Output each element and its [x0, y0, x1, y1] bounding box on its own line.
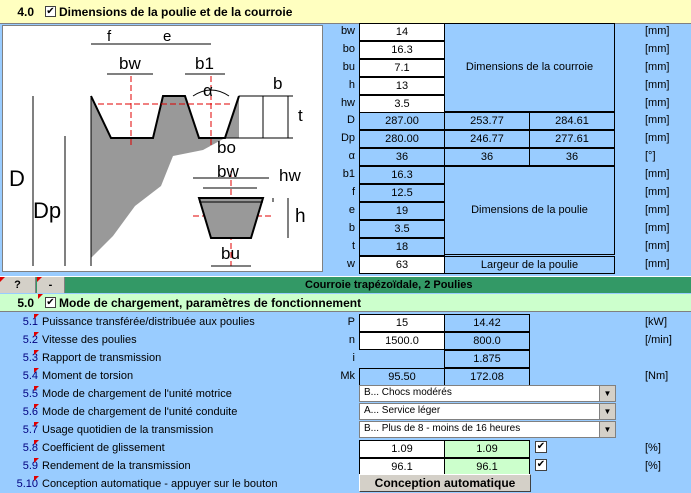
param-label: h — [348, 79, 355, 91]
row-number: 5.6 — [22, 406, 38, 418]
help-button[interactable] — [0, 277, 36, 293]
pulley3-value: 36 — [529, 148, 615, 166]
param-value[interactable]: 7.1 — [359, 59, 445, 77]
param-value[interactable]: 14 — [359, 23, 445, 41]
param-value: 16.3 — [359, 166, 445, 184]
pulley3-value: 277.61 — [529, 130, 615, 148]
auto-design-button[interactable] — [359, 474, 531, 492]
comment-marker — [34, 422, 39, 427]
section-number: 5.0 — [17, 296, 34, 310]
pulley2-value: 36 — [444, 148, 530, 166]
section-number: 4.0 — [17, 5, 34, 19]
param-value[interactable]: 13 — [359, 77, 445, 95]
collapse-label: - — [48, 279, 53, 291]
comment-marker — [34, 386, 39, 391]
select-value: B... Chocs modérés — [364, 387, 452, 398]
dim-h: h — [295, 206, 306, 227]
param-unit: [mm] — [645, 25, 670, 37]
row-number: 5.9 — [22, 460, 38, 472]
comment-marker — [34, 440, 39, 445]
param-value: 3.5 — [359, 220, 445, 238]
dim-alpha: α — [203, 81, 213, 100]
param-unit: [mm] — [645, 240, 670, 252]
dim-b: b — [273, 74, 283, 93]
row-label: Moment de torsion — [42, 370, 134, 382]
dim-bo: bo — [217, 138, 236, 157]
row-number: 5.8 — [22, 442, 38, 454]
row-number: 5.2 — [22, 334, 38, 346]
pulley1-value: 280.00 — [359, 130, 445, 148]
comment-marker — [34, 404, 39, 409]
row-number: 5.3 — [22, 352, 38, 364]
row-symbol: P — [347, 316, 355, 328]
param-label: hw — [340, 97, 355, 109]
load-mode-driven-select[interactable] — [359, 403, 616, 420]
pulley2-value: 246.77 — [444, 130, 530, 148]
width-caption: Largeur de la poulie — [480, 259, 579, 271]
row-value-1[interactable]: 1.09 — [359, 440, 445, 458]
param-label: D — [347, 114, 355, 126]
chevron-down-icon[interactable]: ▼ — [599, 404, 615, 419]
dim-Dp: Dp — [33, 198, 62, 223]
param-unit: [°] — [645, 150, 656, 162]
row-unit: [%] — [645, 460, 661, 472]
belt-caption: Dimensions de la courroie — [465, 61, 594, 73]
dim-b1: b1 — [195, 54, 214, 73]
row-number: 5.5 — [22, 388, 38, 400]
param-value[interactable]: 63 — [359, 256, 445, 274]
dim-bw: bw — [119, 54, 141, 73]
row-unit: [%] — [645, 442, 661, 454]
row-number: 5.4 — [22, 370, 38, 382]
comment-marker — [38, 294, 43, 299]
row-value-2: 1.09 — [444, 440, 530, 458]
section-5-checkbox[interactable]: ✔ — [46, 297, 55, 308]
row-label: Conception automatique - appuyer sur le bouton — [42, 478, 278, 490]
comment-marker — [34, 368, 39, 373]
row-unit: [kW] — [645, 316, 667, 328]
param-label: bw — [340, 25, 355, 37]
param-label: b — [348, 222, 355, 234]
row-unit: [/min] — [645, 334, 672, 346]
pulley1-value: 287.00 — [359, 112, 445, 130]
param-unit: [mm] — [645, 132, 670, 144]
param-unit: [mm] — [645, 222, 670, 234]
select-value: B... Plus de 8 - moins de 16 heures — [364, 423, 521, 434]
section-title: Mode de chargement, paramètres de fonctionnement — [59, 296, 362, 310]
row-label: Rapport de transmission — [42, 352, 162, 364]
efficiency-checkbox[interactable]: ✔ — [536, 459, 546, 470]
row-symbol: Mk — [340, 370, 355, 382]
pulley2-value: 253.77 — [444, 112, 530, 130]
param-value: 19 — [359, 202, 445, 220]
row-label: Mode de chargement de l'unité motrice — [42, 388, 232, 400]
param-unit: [mm] — [645, 43, 670, 55]
row-value-2: 800.0 — [444, 332, 530, 350]
section-title: Dimensions de la poulie et de la courroie — [59, 5, 293, 19]
comment-marker — [34, 458, 39, 463]
row-symbol: i — [352, 352, 355, 364]
comment-marker — [34, 332, 39, 337]
width-caption-cell — [444, 256, 615, 274]
help-label: ? — [14, 279, 21, 291]
pulley-diagram — [2, 25, 323, 272]
comment-marker — [37, 277, 42, 282]
chevron-down-icon[interactable]: ▼ — [599, 386, 615, 401]
param-label: w — [347, 258, 355, 270]
auto-design-label: Conception automatique — [374, 476, 516, 490]
param-unit: [mm] — [645, 79, 670, 91]
chevron-down-icon[interactable]: ▼ — [599, 422, 615, 437]
param-label: α — [348, 150, 355, 162]
param-label: b1 — [342, 168, 355, 180]
row-label: Puissance transférée/distribuée aux poulies — [42, 316, 255, 328]
dim-f: f — [107, 28, 112, 45]
row-value-1[interactable]: 1500.0 — [359, 332, 445, 350]
dim-e: e — [163, 28, 172, 45]
load-mode-driver-select[interactable] — [359, 385, 616, 402]
pulley-caption: Dimensions de la poulie — [471, 204, 588, 216]
design-bar — [0, 276, 691, 293]
pulley3-value: 284.61 — [529, 112, 615, 130]
row-label: Usage quotidien de la transmission — [42, 424, 214, 436]
row-label: Mode de chargement de l'unité conduite — [42, 406, 238, 418]
section-4-checkbox[interactable]: ✔ — [46, 6, 55, 17]
section-5-header — [0, 294, 691, 312]
comment-marker — [34, 314, 39, 319]
comment-marker — [34, 476, 39, 481]
collapse-button[interactable] — [37, 277, 65, 293]
pulley1-value: 36 — [359, 148, 445, 166]
row-number: 5.7 — [22, 424, 38, 436]
param-value: 12.5 — [359, 184, 445, 202]
dim-hw: hw — [279, 166, 301, 185]
dim-t: t — [298, 106, 303, 125]
param-value: 18 — [359, 238, 445, 256]
row-value-2: 96.1 — [444, 458, 530, 476]
param-label: e — [348, 204, 355, 216]
row-number: 5.10 — [16, 478, 38, 490]
dim-bu: bu — [221, 244, 240, 263]
param-label: f — [351, 186, 355, 198]
belt-caption-cell — [444, 23, 615, 112]
param-unit: [mm] — [645, 61, 670, 73]
row-unit: [Nm] — [645, 370, 669, 382]
param-unit: [mm] — [645, 97, 670, 109]
row-symbol: n — [348, 334, 355, 346]
design-bar-title: Courroie trapézoïdale, 2 Poulies — [305, 279, 473, 291]
comment-marker — [0, 277, 5, 282]
daily-usage-select[interactable] — [359, 421, 616, 438]
row-label: Rendement de la transmission — [42, 460, 191, 472]
param-value[interactable]: 16.3 — [359, 41, 445, 59]
param-label: bu — [342, 61, 355, 73]
param-value[interactable]: 3.5 — [359, 95, 445, 113]
row-label: Coefficient de glissement — [42, 442, 165, 454]
row-value-1: 95.50 — [359, 368, 445, 386]
dim-bw2: bw — [217, 162, 239, 181]
param-unit: [mm] — [645, 186, 670, 198]
dim-D: D — [9, 166, 25, 191]
param-unit: [mm] — [645, 258, 670, 270]
section-4-header — [0, 0, 691, 24]
param-unit: [mm] — [645, 168, 670, 180]
slip-checkbox[interactable]: ✔ — [536, 441, 546, 452]
row-label: Vitesse des poulies — [42, 334, 137, 346]
row-value-2: 14.42 — [444, 314, 530, 332]
row-value-1[interactable]: 96.1 — [359, 458, 445, 476]
param-unit: [mm] — [645, 204, 670, 216]
param-unit: [mm] — [645, 114, 670, 126]
param-label: bo — [342, 43, 355, 55]
row-value-2: 172.08 — [444, 368, 530, 386]
row-number: 5.1 — [22, 316, 38, 328]
param-label: Dp — [340, 132, 355, 144]
param-label: t — [351, 240, 355, 252]
pulley-caption-cell — [444, 166, 615, 255]
row-value-2: 1.875 — [444, 350, 530, 368]
comment-marker — [34, 350, 39, 355]
select-value: A... Service léger — [364, 405, 441, 416]
row-value-1[interactable]: 15 — [359, 314, 445, 332]
